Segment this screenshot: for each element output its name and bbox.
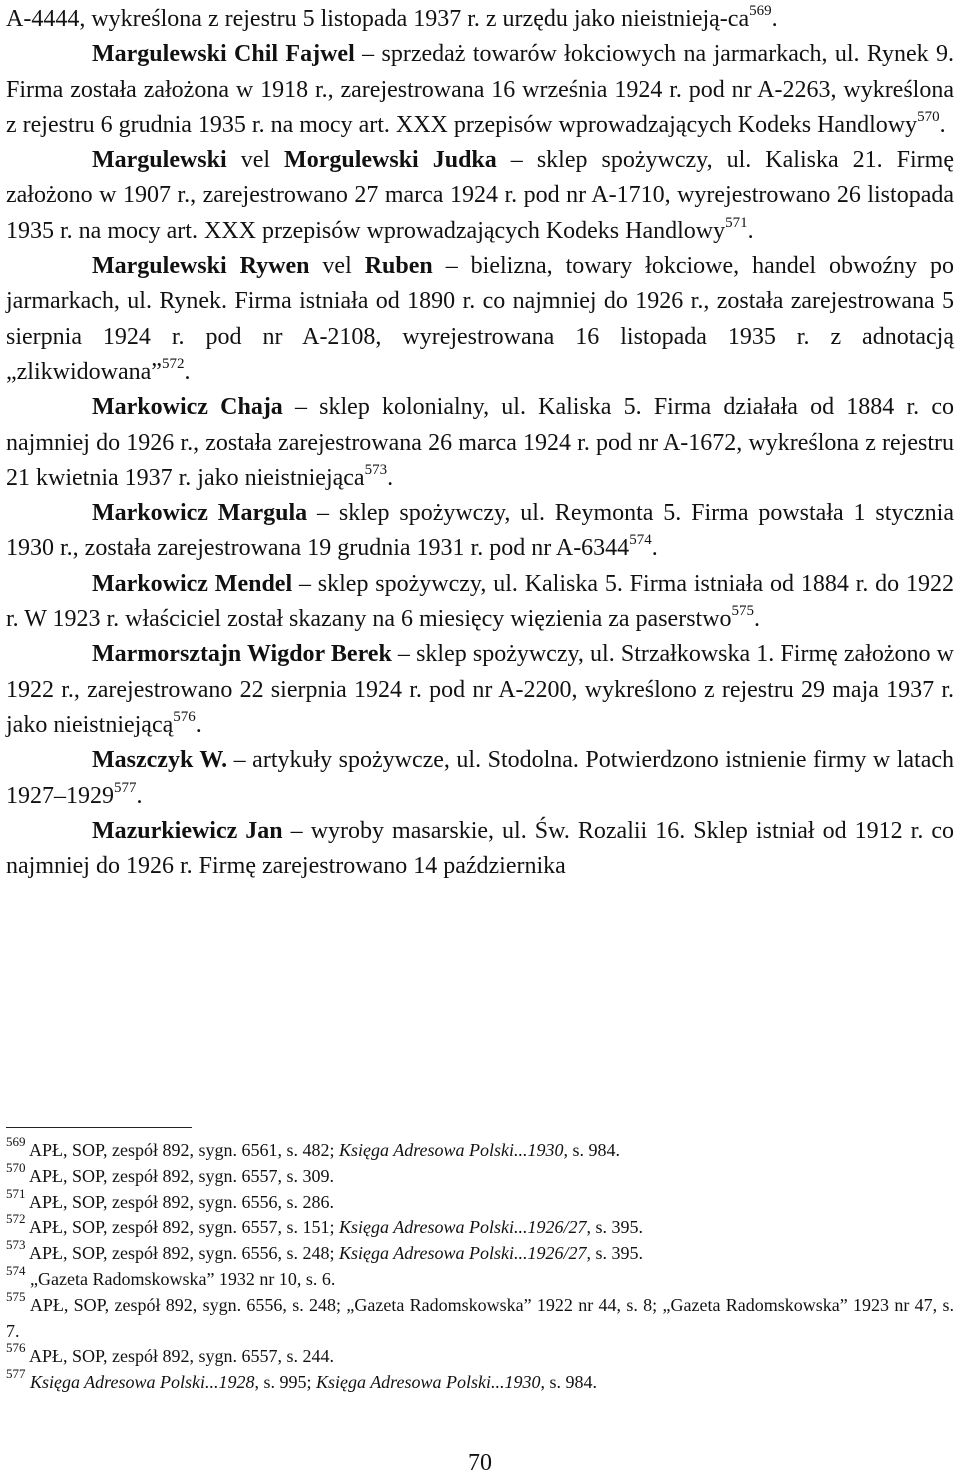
entry-text: – sklep spożywczy, ul. Kaliska 5. Firma istniała od 1884 r. do 1922 r. W 1923 r. właściciel został skazany na 6 miesięcy więzienia za paserstwo	[6, 570, 955, 633]
entry-text: – sklep spożywczy, ul. Strzałkowska 1. Firmę założono w 1922 r., zarejestrowano 22 sierpnia 1924 r. pod nr A-2200, wykreślono z rejestru 29 maja 1937 r. jako nieistniejącą	[6, 641, 954, 738]
entry-text: – sklep spożywczy, ul. Reymonta 5. Firma powstała 1 stycznia 1930 r., została zarejestrowana 19 grudnia 1931 r. pod nr A-6344	[6, 500, 954, 562]
entry-text: – sklep kolonialny, ul. Kaliska 5. Firma działała od 1884 r. co najmniej do 1926 r., została zarejestrowana 26 marca 1924 r. pod nr A-1672, wykreślona z rejestru 21 kwietnia 1937 r. jako nieistniejąca	[6, 394, 954, 491]
footnote-title: Księga Adresowa Polski...1926/27	[339, 1243, 587, 1264]
footnote	[6, 1134, 954, 1164]
entry-paragraph	[6, 390, 954, 496]
footnotes	[6, 1134, 954, 1396]
footnote-title-2: Księga Adresowa Polski...1930	[316, 1372, 541, 1393]
entry-text: – sprzedaż towarów łokciowych na jarmarkach, ul. Rynek 9. Firma została założona w 1918 r., zarejestrowana 16 września 1924 r. pod nr A-2263, wykreślona z rejestru 6 grudnia 1935 r. na mocy art. XXX przepisów wprowadzających Kodeks Handlowy	[6, 41, 955, 138]
footnote-number: 574	[6, 1262, 26, 1278]
footnote-title: Księga Adresowa Polski...1926/27	[339, 1217, 587, 1238]
footnote-text-end: , s. 395.	[586, 1243, 644, 1264]
footnote-ref: 573	[364, 461, 388, 478]
entry-tail: .	[136, 782, 143, 809]
entry-tail: .	[939, 111, 946, 138]
footnote	[6, 1159, 954, 1190]
lead-paragraph	[6, 2, 954, 37]
entry-name-alt: Ruben	[364, 253, 433, 280]
footnote-number: 577	[6, 1366, 26, 1382]
footnote	[6, 1185, 954, 1216]
entry-text: – wyroby masarskie, ul. Św. Rozalii 16. Sklep istniał od 1912 r. co najmniej do 1926 r. Firmę zarejestrowano 14 października	[6, 817, 955, 880]
entry-paragraph	[6, 814, 954, 885]
footnote-ref: 576	[173, 708, 196, 725]
entry-text: – sklep spożywczy, ul. Kaliska 21. Firmę założono w 1907 r., zarejestrowano 27 marca 1924 r. pod nr A-1710, wyrejestrowano 26 listopada 1935 r. na mocy art. XXX przepisów wprowadzających Kodeks Handlowy	[6, 147, 954, 244]
entry-name: Markowicz Mendel	[92, 570, 293, 597]
entry-tail: .	[387, 464, 394, 491]
footnote-text: APŁ, SOP, zespół 892, sygn. 6556, s. 286.	[25, 1191, 335, 1212]
entry-mid: vel	[309, 253, 365, 280]
entry-paragraph	[6, 637, 954, 743]
footnote	[6, 1340, 954, 1370]
footnote-title: Księga Adresowa Polski...1930	[339, 1140, 564, 1160]
footnote-number: 573	[6, 1237, 26, 1253]
entry-tail: .	[747, 217, 754, 244]
footnote-text: „Gazeta Radomskowska” 1932 nr 10, s. 6.	[25, 1268, 336, 1289]
lead-text: A-4444, wykreślona z rejestru 5 listopada 1937 r. z urzędu jako nieistnieją-ca	[6, 6, 750, 32]
entry-paragraph	[6, 37, 954, 143]
footnote-text: APŁ, SOP, zespół 892, sygn. 6561, s. 482;	[25, 1140, 340, 1160]
main-text	[6, 0, 954, 884]
footnote-number: 569	[6, 1134, 26, 1149]
footnote	[6, 1366, 954, 1396]
footnote-ref: 575	[731, 603, 755, 620]
footnote	[6, 1211, 954, 1241]
footnote	[6, 1237, 954, 1267]
entry-name: Margulewski Rywen	[92, 253, 310, 280]
page-number: 70	[468, 1450, 492, 1476]
entry-paragraph	[6, 143, 954, 249]
entry-name: Margulewski	[92, 147, 227, 174]
footnote-number: 571	[6, 1185, 26, 1201]
entry-name: Margulewski Chil Fajwel	[92, 41, 355, 68]
footnote-ref: 577	[114, 779, 137, 796]
entry-paragraph	[6, 567, 954, 638]
lead-tail: .	[771, 6, 778, 32]
footnote-number: 570	[6, 1159, 26, 1175]
entry-name: Marmorsztajn Wigdor Berek	[92, 641, 392, 668]
footnote-ref: 571	[725, 214, 748, 231]
entry-name: Mazurkiewicz Jan	[92, 817, 283, 844]
footnote-text: APŁ, SOP, zespół 892, sygn. 6556, s. 248; „Gazeta Radomskowska” 1922 nr 44, s. 8; „Gazeta Radomskowska” 1923 nr 47, s. 7.	[6, 1294, 954, 1341]
entry-name-alt: Morgulewski Judka	[284, 147, 497, 174]
footnote-ref: 570	[917, 108, 940, 125]
footnote-number: 576	[6, 1340, 26, 1356]
entry-name: Markowicz Chaja	[92, 394, 283, 421]
footnote-text-mid: , s. 995;	[254, 1372, 317, 1393]
footnote-text: APŁ, SOP, zespół 892, sygn. 6557, s. 151;	[25, 1217, 340, 1238]
entry-text: – bielizna, towary łokciowe, handel obwoźny po jarmarkach, ul. Rynek. Firma istniała od 1890 r. co najmniej do 1926 r., została zarejestrowana 5 sierpnia 1924 r. pod nr A-2108, wyrejestrowana 16 listopada 1935 r. z adnotacją „zlikwidowana”	[6, 253, 954, 385]
footnote-text-end: , s. 395.	[586, 1217, 644, 1238]
entry-paragraph	[6, 249, 954, 390]
footnote-number: 575	[6, 1288, 26, 1304]
entry-tail: .	[184, 358, 191, 385]
entry-name: Maszczyk W.	[92, 747, 228, 774]
footnote-text-end: , s. 984.	[563, 1140, 621, 1160]
footnote-ref: 574	[629, 532, 652, 549]
footnote-title: Księga Adresowa Polski...1928	[30, 1372, 255, 1393]
entry-tail: .	[754, 606, 761, 633]
entry-mid: vel	[226, 147, 285, 174]
entry-name: Markowicz Margula	[92, 500, 308, 527]
footnote-text: APŁ, SOP, zespół 892, sygn. 6557, s. 309.	[25, 1165, 335, 1186]
footnote-text: APŁ, SOP, zespół 892, sygn. 6557, s. 244.	[25, 1346, 335, 1367]
footnote-text: APŁ, SOP, zespół 892, sygn. 6556, s. 248;	[25, 1243, 340, 1264]
footnote-text-end: , s. 984.	[540, 1372, 598, 1393]
footnote-ref: 569	[749, 3, 772, 19]
footnote-ref: 572	[161, 355, 185, 372]
entry-paragraph	[6, 496, 954, 567]
footnote	[6, 1288, 954, 1345]
entry-text: – artykuły spożywcze, ul. Stodolna. Potwierdzono istnienie firmy w latach 1927–1929	[6, 747, 954, 809]
footnote	[6, 1262, 954, 1293]
entry-tail: .	[651, 535, 658, 562]
document-page	[6, 0, 954, 1484]
footnote-separator	[6, 1127, 192, 1128]
entry-tail: .	[195, 711, 202, 738]
entry-paragraph	[6, 743, 954, 814]
footnote-number: 572	[6, 1211, 26, 1227]
